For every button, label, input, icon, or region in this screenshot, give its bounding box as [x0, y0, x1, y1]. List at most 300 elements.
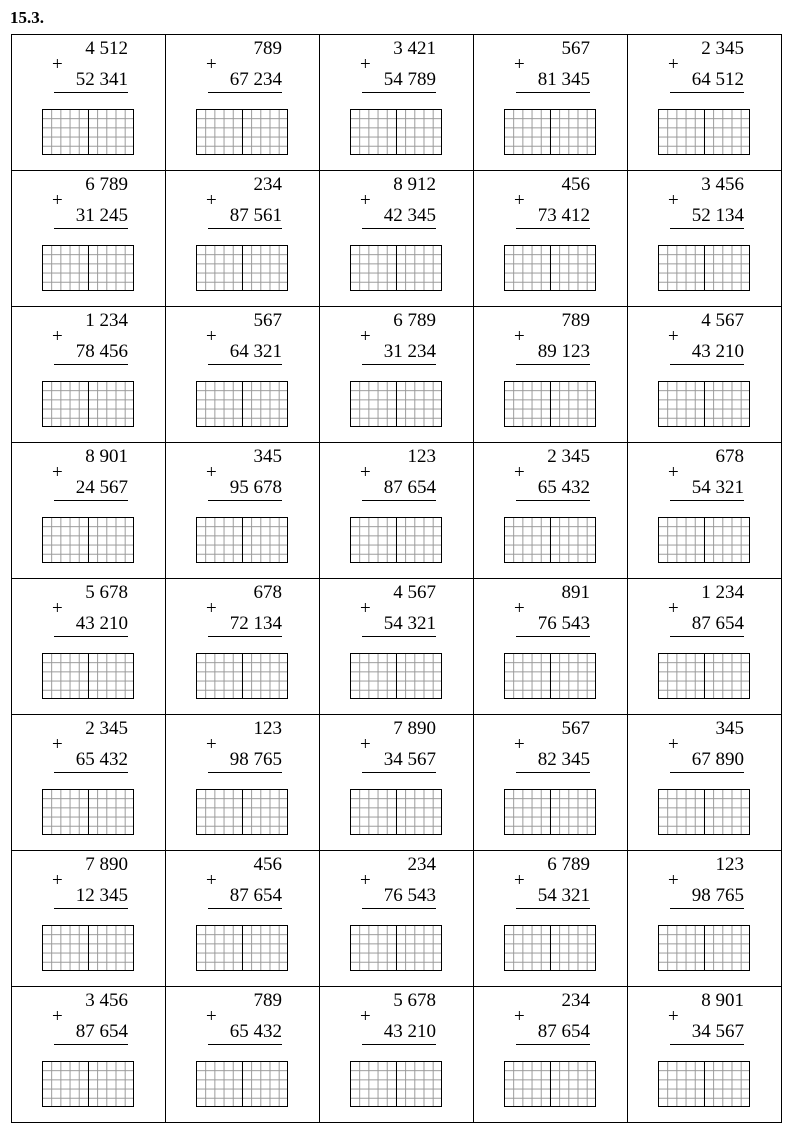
addition-problem: [166, 443, 320, 579]
addition-problem: [12, 851, 166, 987]
answer-grid[interactable]: [196, 653, 288, 699]
plus-sign: +: [52, 54, 63, 75]
addition-problem: [12, 443, 166, 579]
plus-sign: +: [360, 870, 371, 891]
first-addend: 6 789: [547, 854, 590, 875]
exercise-row: [12, 307, 782, 443]
second-addend: 12 345: [75, 885, 128, 906]
second-addend: 82 345: [537, 749, 590, 770]
sum-line: [362, 92, 436, 93]
addition-problem: [166, 307, 320, 443]
addition-problem: [628, 579, 782, 715]
grid-divider: [550, 246, 551, 290]
answer-grid[interactable]: [658, 381, 750, 427]
grid-divider: [88, 654, 89, 698]
sum-line: [516, 500, 590, 501]
second-addend: 64 512: [691, 69, 744, 90]
sum-line: [54, 636, 128, 637]
sum-line: [208, 908, 282, 909]
addition-problem: [166, 35, 320, 171]
plus-sign: +: [668, 870, 679, 891]
grid-divider: [242, 1062, 243, 1106]
first-addend: 6 789: [393, 310, 436, 331]
addition-problem: [12, 35, 166, 171]
addition-operation: [54, 447, 128, 499]
addition-operation: [54, 583, 128, 635]
sum-line: [208, 772, 282, 773]
answer-grid[interactable]: [658, 789, 750, 835]
answer-grid[interactable]: [350, 381, 442, 427]
sum-line: [208, 636, 282, 637]
first-addend: 123: [253, 718, 282, 739]
grid-divider: [396, 1062, 397, 1106]
exercise-row: [12, 579, 782, 715]
answer-grid[interactable]: [658, 653, 750, 699]
plus-sign: +: [206, 870, 217, 891]
addition-problem: [320, 307, 474, 443]
grid-divider: [704, 110, 705, 154]
answer-grid[interactable]: [42, 925, 134, 971]
plus-sign: +: [360, 54, 371, 75]
addition-problem: [474, 171, 628, 307]
sum-line: [54, 228, 128, 229]
first-addend: 8 901: [85, 446, 128, 467]
answer-grid[interactable]: [504, 381, 596, 427]
grid-divider: [550, 790, 551, 834]
grid-divider: [88, 110, 89, 154]
answer-grid[interactable]: [350, 653, 442, 699]
addition-operation: [670, 855, 744, 907]
first-addend: 234: [561, 990, 590, 1011]
addition-problem: [474, 851, 628, 987]
plus-sign: +: [360, 598, 371, 619]
addition-operation: [362, 583, 436, 635]
addition-operation: [208, 855, 282, 907]
first-addend: 123: [715, 854, 744, 875]
addition-operation: [516, 583, 590, 635]
sum-line: [362, 228, 436, 229]
addition-problem: [628, 851, 782, 987]
grid-divider: [88, 926, 89, 970]
answer-grid[interactable]: [350, 925, 442, 971]
plus-sign: +: [52, 326, 63, 347]
plus-sign: +: [206, 326, 217, 347]
second-addend: 31 234: [383, 341, 436, 362]
answer-grid[interactable]: [350, 517, 442, 563]
addition-problem: [474, 443, 628, 579]
answer-grid[interactable]: [42, 245, 134, 291]
grid-divider: [396, 926, 397, 970]
answer-grid[interactable]: [42, 381, 134, 427]
answer-grid[interactable]: [658, 1061, 750, 1107]
plus-sign: +: [514, 870, 525, 891]
sum-line: [362, 364, 436, 365]
addition-operation: [516, 175, 590, 227]
addition-problem: [474, 35, 628, 171]
exercise-row: [12, 443, 782, 579]
first-addend: 8 912: [393, 174, 436, 195]
addition-problem: [628, 987, 782, 1123]
answer-grid[interactable]: [42, 1061, 134, 1107]
first-addend: 567: [253, 310, 282, 331]
first-addend: 234: [407, 854, 436, 875]
plus-sign: +: [514, 54, 525, 75]
sum-line: [208, 364, 282, 365]
sum-line: [516, 228, 590, 229]
second-addend: 34 567: [691, 1021, 744, 1042]
first-addend: 7 890: [393, 718, 436, 739]
grid-divider: [550, 926, 551, 970]
addition-operation: [54, 719, 128, 771]
exercise-row: [12, 171, 782, 307]
addition-problem: [166, 715, 320, 851]
addition-problem: [12, 715, 166, 851]
answer-grid[interactable]: [196, 1061, 288, 1107]
second-addend: 65 432: [229, 1021, 282, 1042]
addition-operation: [516, 311, 590, 363]
addition-problem: [320, 35, 474, 171]
answer-grid[interactable]: [658, 245, 750, 291]
first-addend: 2 345: [701, 38, 744, 59]
addition-operation: [362, 855, 436, 907]
exercise-row: [12, 35, 782, 171]
plus-sign: +: [52, 734, 63, 755]
sum-line: [670, 908, 744, 909]
answer-grid[interactable]: [504, 517, 596, 563]
answer-grid[interactable]: [42, 109, 134, 155]
addition-problem: [474, 715, 628, 851]
plus-sign: +: [360, 326, 371, 347]
plus-sign: +: [514, 598, 525, 619]
addition-problem: [12, 987, 166, 1123]
answer-grid[interactable]: [196, 789, 288, 835]
first-addend: 1 234: [701, 582, 744, 603]
answer-grid[interactable]: [504, 109, 596, 155]
plus-sign: +: [360, 734, 371, 755]
answer-grid[interactable]: [350, 245, 442, 291]
answer-grid[interactable]: [196, 925, 288, 971]
second-addend: 65 432: [537, 477, 590, 498]
plus-sign: +: [52, 598, 63, 619]
sum-line: [516, 908, 590, 909]
grid-divider: [242, 790, 243, 834]
answer-grid[interactable]: [196, 517, 288, 563]
sum-line: [362, 1044, 436, 1045]
first-addend: 123: [407, 446, 436, 467]
sum-line: [362, 636, 436, 637]
first-addend: 456: [253, 854, 282, 875]
addition-problem: [628, 443, 782, 579]
second-addend: 87 561: [229, 205, 282, 226]
grid-divider: [550, 382, 551, 426]
plus-sign: +: [206, 734, 217, 755]
first-addend: 567: [561, 38, 590, 59]
second-addend: 87 654: [537, 1021, 590, 1042]
plus-sign: +: [206, 190, 217, 211]
second-addend: 54 321: [383, 613, 436, 634]
first-addend: 789: [561, 310, 590, 331]
answer-grid[interactable]: [504, 789, 596, 835]
addition-operation: [362, 719, 436, 771]
first-addend: 3 456: [701, 174, 744, 195]
addition-problem: [12, 579, 166, 715]
addition-operation: [670, 583, 744, 635]
grid-divider: [242, 518, 243, 562]
second-addend: 43 210: [75, 613, 128, 634]
second-addend: 76 543: [537, 613, 590, 634]
grid-divider: [88, 1062, 89, 1106]
first-addend: 789: [253, 990, 282, 1011]
addition-operation: [670, 719, 744, 771]
second-addend: 95 678: [229, 477, 282, 498]
second-addend: 24 567: [75, 477, 128, 498]
exercise-row: [12, 987, 782, 1123]
grid-divider: [704, 654, 705, 698]
second-addend: 43 210: [383, 1021, 436, 1042]
plus-sign: +: [514, 1006, 525, 1027]
answer-grid[interactable]: [350, 789, 442, 835]
sum-line: [54, 908, 128, 909]
addition-problem: [628, 715, 782, 851]
grid-divider: [704, 518, 705, 562]
first-addend: 345: [715, 718, 744, 739]
grid-divider: [242, 382, 243, 426]
addition-problem: [474, 307, 628, 443]
exercise-number: 15.3.: [10, 8, 44, 27]
plus-sign: +: [206, 54, 217, 75]
addition-problem: [12, 307, 166, 443]
addition-problem: [166, 579, 320, 715]
grid-divider: [704, 246, 705, 290]
grid-divider: [704, 1062, 705, 1106]
second-addend: 81 345: [537, 69, 590, 90]
plus-sign: +: [360, 462, 371, 483]
second-addend: 42 345: [383, 205, 436, 226]
addition-operation: [54, 39, 128, 91]
plus-sign: +: [52, 870, 63, 891]
exercise-table: [11, 34, 782, 1123]
plus-sign: +: [360, 1006, 371, 1027]
plus-sign: +: [360, 190, 371, 211]
sum-line: [516, 636, 590, 637]
first-addend: 4 512: [85, 38, 128, 59]
first-addend: 6 789: [85, 174, 128, 195]
addition-problem: [320, 851, 474, 987]
second-addend: 65 432: [75, 749, 128, 770]
addition-problem: [474, 579, 628, 715]
grid-divider: [550, 654, 551, 698]
first-addend: 345: [253, 446, 282, 467]
second-addend: 52 134: [691, 205, 744, 226]
addition-operation: [208, 447, 282, 499]
sum-line: [54, 772, 128, 773]
second-addend: 54 321: [537, 885, 590, 906]
addition-problem: [628, 35, 782, 171]
sum-line: [208, 500, 282, 501]
addition-problem: [320, 715, 474, 851]
second-addend: 54 789: [383, 69, 436, 90]
answer-grid[interactable]: [196, 245, 288, 291]
exercise-table-body: [12, 35, 782, 1123]
answer-grid[interactable]: [42, 789, 134, 835]
addition-operation: [54, 175, 128, 227]
addition-problem: [166, 851, 320, 987]
second-addend: 64 321: [229, 341, 282, 362]
grid-divider: [396, 110, 397, 154]
first-addend: 891: [561, 582, 590, 603]
grid-divider: [242, 926, 243, 970]
addition-operation: [208, 39, 282, 91]
answer-grid[interactable]: [196, 109, 288, 155]
addition-operation: [362, 991, 436, 1043]
exercise-row: [12, 851, 782, 987]
sum-line: [516, 772, 590, 773]
plus-sign: +: [206, 1006, 217, 1027]
first-addend: 5 678: [393, 990, 436, 1011]
second-addend: 67 234: [229, 69, 282, 90]
grid-divider: [550, 518, 551, 562]
second-addend: 89 123: [537, 341, 590, 362]
grid-divider: [704, 790, 705, 834]
second-addend: 87 654: [691, 613, 744, 634]
grid-divider: [88, 518, 89, 562]
second-addend: 76 543: [383, 885, 436, 906]
second-addend: 87 654: [383, 477, 436, 498]
addition-operation: [208, 175, 282, 227]
answer-grid[interactable]: [658, 925, 750, 971]
sum-line: [670, 1044, 744, 1045]
addition-operation: [362, 175, 436, 227]
sum-line: [54, 92, 128, 93]
sum-line: [670, 364, 744, 365]
sum-line: [362, 772, 436, 773]
addition-problem: [628, 307, 782, 443]
addition-problem: [628, 171, 782, 307]
second-addend: 31 245: [75, 205, 128, 226]
addition-problem: [166, 987, 320, 1123]
sum-line: [670, 772, 744, 773]
second-addend: 87 654: [75, 1021, 128, 1042]
first-addend: 2 345: [85, 718, 128, 739]
first-addend: 678: [715, 446, 744, 467]
plus-sign: +: [668, 598, 679, 619]
sum-line: [362, 908, 436, 909]
second-addend: 67 890: [691, 749, 744, 770]
second-addend: 78 456: [75, 341, 128, 362]
first-addend: 7 890: [85, 854, 128, 875]
grid-divider: [396, 382, 397, 426]
plus-sign: +: [514, 326, 525, 347]
answer-grid[interactable]: [42, 653, 134, 699]
plus-sign: +: [668, 462, 679, 483]
plus-sign: +: [52, 1006, 63, 1027]
sum-line: [670, 636, 744, 637]
addition-operation: [362, 39, 436, 91]
second-addend: 43 210: [691, 341, 744, 362]
plus-sign: +: [52, 462, 63, 483]
grid-divider: [550, 110, 551, 154]
grid-divider: [396, 790, 397, 834]
addition-operation: [670, 175, 744, 227]
grid-divider: [396, 654, 397, 698]
addition-operation: [54, 855, 128, 907]
sum-line: [208, 92, 282, 93]
sum-line: [54, 364, 128, 365]
grid-divider: [704, 382, 705, 426]
sum-line: [670, 228, 744, 229]
addition-problem: [474, 987, 628, 1123]
addition-operation: [208, 311, 282, 363]
first-addend: 234: [253, 174, 282, 195]
addition-problem: [320, 443, 474, 579]
plus-sign: +: [668, 54, 679, 75]
first-addend: 678: [253, 582, 282, 603]
answer-grid[interactable]: [504, 653, 596, 699]
answer-grid[interactable]: [504, 245, 596, 291]
addition-operation: [54, 311, 128, 363]
addition-operation: [670, 311, 744, 363]
addition-operation: [670, 447, 744, 499]
grid-divider: [242, 110, 243, 154]
second-addend: 34 567: [383, 749, 436, 770]
sum-line: [516, 92, 590, 93]
answer-grid[interactable]: [350, 109, 442, 155]
grid-divider: [88, 382, 89, 426]
answer-grid[interactable]: [504, 1061, 596, 1107]
first-addend: 456: [561, 174, 590, 195]
addition-operation: [670, 991, 744, 1043]
first-addend: 3 421: [393, 38, 436, 59]
sum-line: [516, 1044, 590, 1045]
answer-grid[interactable]: [504, 925, 596, 971]
addition-operation: [516, 447, 590, 499]
addition-operation: [516, 855, 590, 907]
answer-grid[interactable]: [42, 517, 134, 563]
addition-problem: [12, 171, 166, 307]
first-addend: 4 567: [393, 582, 436, 603]
addition-problem: [320, 171, 474, 307]
sum-line: [54, 500, 128, 501]
answer-grid[interactable]: [658, 109, 750, 155]
plus-sign: +: [514, 734, 525, 755]
answer-grid[interactable]: [350, 1061, 442, 1107]
first-addend: 2 345: [547, 446, 590, 467]
first-addend: 3 456: [85, 990, 128, 1011]
addition-problem: [320, 987, 474, 1123]
answer-grid[interactable]: [658, 517, 750, 563]
plus-sign: +: [514, 190, 525, 211]
first-addend: 4 567: [701, 310, 744, 331]
first-addend: 567: [561, 718, 590, 739]
exercise-row: [12, 715, 782, 851]
answer-grid[interactable]: [196, 381, 288, 427]
addition-operation: [516, 991, 590, 1043]
second-addend: 54 321: [691, 477, 744, 498]
sum-line: [670, 92, 744, 93]
grid-divider: [396, 246, 397, 290]
addition-operation: [516, 39, 590, 91]
plus-sign: +: [668, 1006, 679, 1027]
first-addend: 5 678: [85, 582, 128, 603]
first-addend: 789: [253, 38, 282, 59]
grid-divider: [550, 1062, 551, 1106]
grid-divider: [88, 790, 89, 834]
first-addend: 8 901: [701, 990, 744, 1011]
plus-sign: +: [206, 598, 217, 619]
addition-problem: [166, 171, 320, 307]
plus-sign: +: [206, 462, 217, 483]
sum-line: [516, 364, 590, 365]
